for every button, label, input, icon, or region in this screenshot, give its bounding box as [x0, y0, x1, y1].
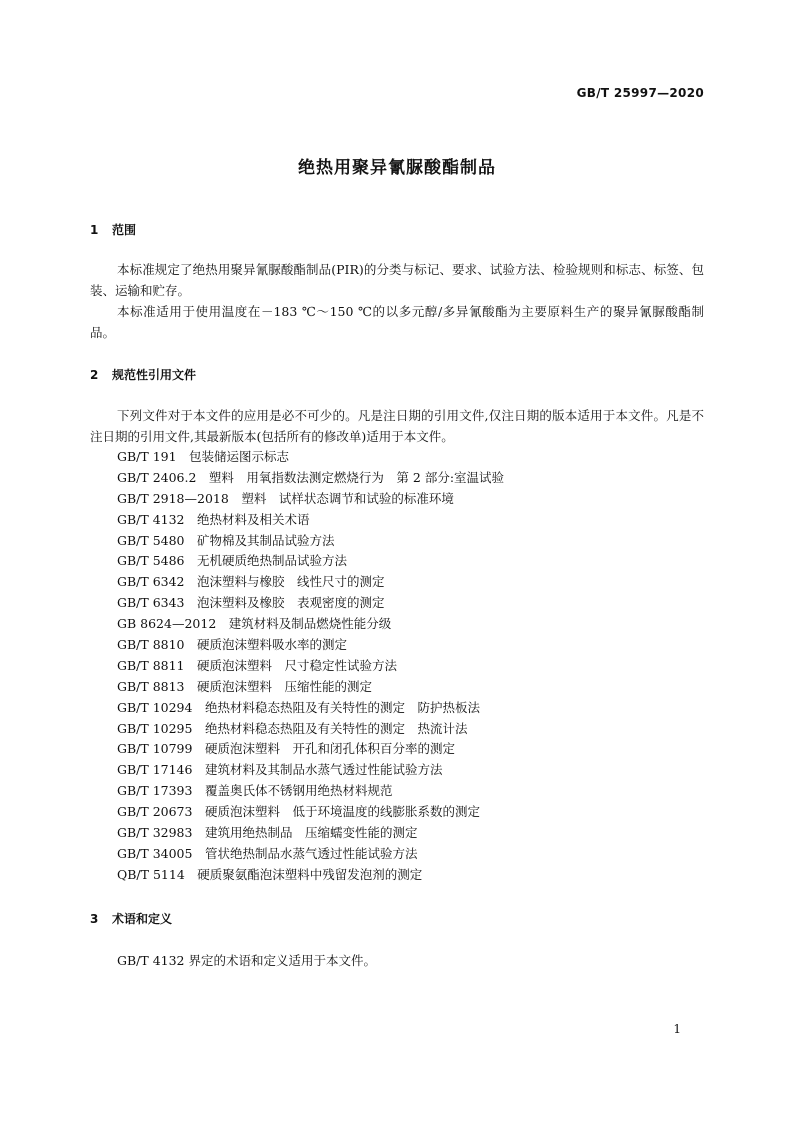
- reference-item: GB/T 8811 硬质泡沫塑料 尺寸稳定性试验方法: [117, 657, 398, 673]
- section-3-paragraph-1: GB/T 4132 界定的术语和定义适用于本文件。: [117, 953, 376, 968]
- section-number: 2: [90, 368, 99, 382]
- section-number: 3: [90, 912, 99, 926]
- section-title: 范围: [112, 223, 137, 237]
- section-3-heading: [90, 910, 172, 927]
- reference-item: GB/T 191 包装储运图示标志: [117, 449, 290, 464]
- reference-item: GB/T 32983 建筑用绝热制品 压缩蠕变性能的测定: [117, 825, 418, 841]
- section-1-heading: [90, 221, 136, 238]
- document-title: 绝热用聚异氰脲酸酯制品: [298, 158, 496, 178]
- reference-item: GB/T 2406.2 塑料 用氧指数法测定燃烧行为 第 2 部分:室温试验: [117, 469, 505, 485]
- reference-item: GB/T 17146 建筑材料及其制品水蒸气透过性能试验方法: [117, 762, 443, 778]
- reference-item: GB/T 10294 绝热材料稳态热阻及有关特性的测定 防护热板法: [117, 699, 480, 715]
- reference-item: GB 8624—2012 建筑材料及制品燃烧性能分级: [117, 616, 392, 632]
- page-number: 1: [673, 1022, 681, 1036]
- section-title: 规范性引用文件: [112, 368, 197, 382]
- reference-item: GB/T 6343 泡沫塑料及橡胶 表观密度的测定: [117, 595, 385, 611]
- reference-item: GB/T 10799 硬质泡沫塑料 开孔和闭孔体积百分率的测定: [117, 741, 455, 757]
- reference-item: GB/T 34005 管状绝热制品水蒸气透过性能试验方法: [117, 845, 418, 861]
- reference-item: GB/T 5486 无机硬质绝热制品试验方法: [117, 553, 348, 569]
- reference-item: GB/T 17393 覆盖奥氏体不锈钢用绝热材料规范: [117, 783, 393, 799]
- section-number: 1: [90, 223, 99, 237]
- standard-number: GB/T 25997—2020: [576, 86, 704, 100]
- reference-item: GB/T 8810 硬质泡沫塑料吸水率的测定: [117, 637, 348, 653]
- section-1-paragraph-2: 本标准适用于使用温度在－183 ℃～150 ℃的以多元醇/多异氰酸酯为主要原料生产的聚异氰脲酸酯制品。: [90, 304, 704, 340]
- reference-item: GB/T 6342 泡沫塑料与橡胶 线性尺寸的测定: [117, 574, 385, 590]
- reference-item: GB/T 2918—2018 塑料 试样状态调节和试验的标准环境: [117, 490, 454, 506]
- section-1-paragraph-1: 本标准规定了绝热用聚异氰脲酸酯制品(PIR)的分类与标记、要求、试验方法、检验规则和标志、标签、包装、运输和贮存。: [90, 262, 704, 298]
- reference-item: GB/T 8813 硬质泡沫塑料 压缩性能的测定: [117, 678, 373, 694]
- reference-item: GB/T 20673 硬质泡沫塑料 低于环境温度的线膨胀系数的测定: [117, 804, 480, 820]
- reference-item: QB/T 5114 硬质聚氨酯泡沫塑料中残留发泡剂的测定: [117, 866, 423, 882]
- reference-item: GB/T 4132 绝热材料及相关术语: [117, 511, 310, 527]
- normative-references-list: [117, 447, 504, 886]
- section-2-heading: [90, 366, 196, 383]
- reference-item: GB/T 5480 矿物棉及其制品试验方法: [117, 532, 335, 548]
- section-2-paragraph-1: 下列文件对于本文件的应用是必不可少的。凡是注日期的引用文件,仅注日期的版本适用于本文件。凡是不注日期的引用文件,其最新版本(包括所有的修改单)适用于本文件。: [90, 408, 704, 444]
- section-title: 术语和定义: [112, 912, 173, 926]
- reference-item: GB/T 10295 绝热材料稳态热阻及有关特性的测定 热流计法: [117, 720, 468, 736]
